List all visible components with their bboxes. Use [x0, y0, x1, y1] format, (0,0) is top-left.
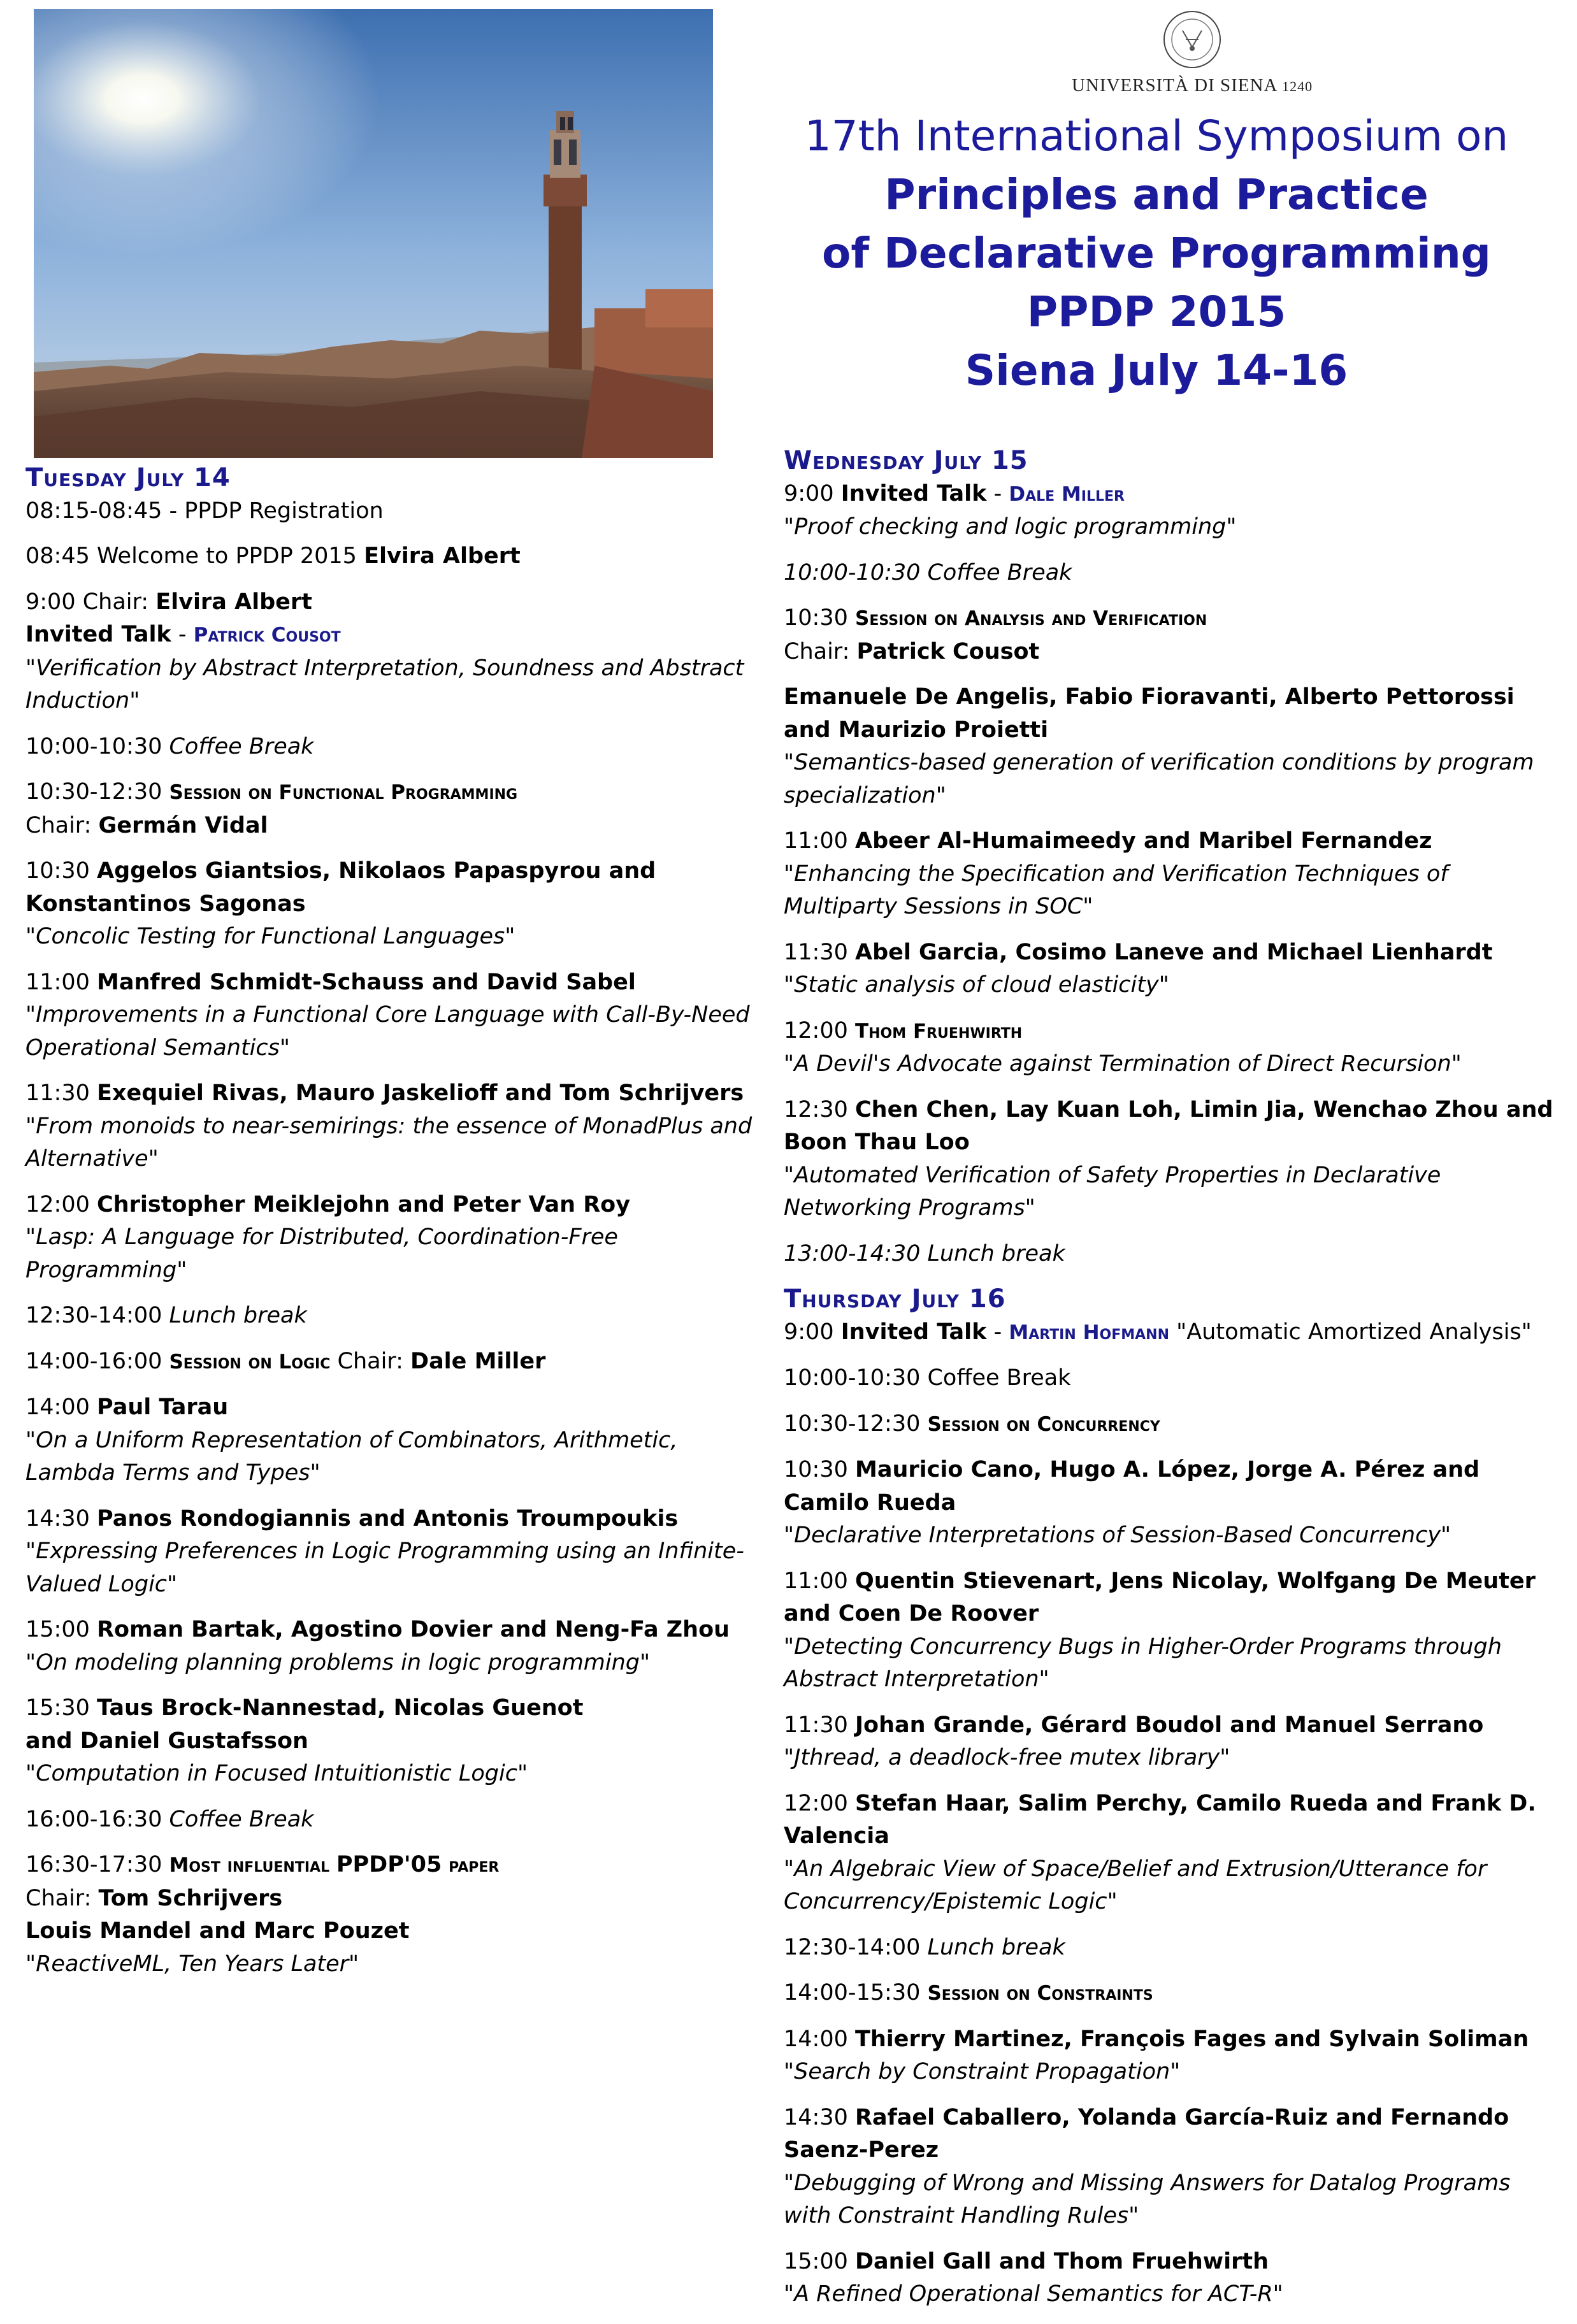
tue-session-logic: 14:00-16:00 Session on Logic Chair: Dale Miller [25, 1348, 546, 1374]
wed-coffee: 10:00-10:30 Coffee Break [784, 559, 1072, 585]
tue-talk-1100: 11:00 Manfred Schmidt-Schauss and David Sabel "Improvements in a Functional Core Language with Call-By-Need Operational Semantics" [25, 969, 750, 1061]
tue-talk-1200: 12:00 Christopher Meiklejohn and Peter Van Roy "Lasp: A Language for Distributed, Coordination-Free Programming" [25, 1191, 631, 1283]
wed-lunch: 13:00-14:30 Lunch break [784, 1240, 1065, 1266]
university-seal-icon [1157, 9, 1227, 70]
title-line-4: PPDP 2015 [1026, 287, 1286, 336]
tue-talk-1530: 15:30 Taus Brock-Nannestad, Nicolas Guenot and Daniel Gustafsson "Computation in Focused Intuitionistic Logic" [25, 1695, 584, 1786]
wed-talk-1100: 11:00 Abeer Al-Humaimeedy and Maribel Fernandez "Enhancing the Specification and Verification Techniques of Multiparty Sessions in SOC" [784, 828, 1448, 919]
thu-talk-1130: 11:30 Johan Grande, Gérard Boudol and Manuel Serrano "Jthread, a deadlock-free mutex library" [784, 1712, 1484, 1770]
symposium-title [758, 107, 1555, 400]
title-line-2: Principles and Practice [884, 170, 1429, 219]
tue-talk-1500: 15:00 Roman Bartak, Agostino Dovier and Neng-Fa Zhou "On modeling planning problems in logic programming" [25, 1617, 730, 1675]
tuesday-heading: Tuesday July 14 [25, 463, 231, 492]
thu-talk-1200: 12:00 Stefan Haar, Salim Perchy, Camilo Rueda and Frank D. Valencia "An Algebraic View of Space/Belief and Extrusion/Utterance for Concurrency/Epistemic Logic" [784, 1790, 1536, 1914]
tue-invited-talk: 9:00 Chair: Elvira Albert Invited Talk - Patrick Cousot "Verification by Abstract Interpretation, Soundness and Abstract Induction" [25, 589, 744, 714]
wed-invited-talk: 9:00 Invited Talk - Dale Miller "Proof checking and logic programming" [784, 480, 1237, 540]
tue-talk-1030: 10:30 Aggelos Giantsios, Nikolaos Papaspyrou and Konstantinos Sagonas "Concolic Testing for Functional Languages" [25, 858, 656, 949]
wed-talk-1130: 11:30 Abel Garcia, Cosimo Laneve and Michael Lienhardt "Static analysis of cloud elasticity" [784, 939, 1493, 998]
tue-talk-1400: 14:00 Paul Tarau "On a Uniform Representation of Combinators, Arithmetic, Lambda Terms and Types" [25, 1395, 678, 1486]
registration: 08:15-08:45 - PPDP Registration [25, 498, 384, 524]
thu-coffee: 10:00-10:30 Coffee Break [784, 1365, 1071, 1391]
university-logo [1042, 9, 1342, 98]
thu-talk-1500: 15:00 Daniel Gall and Thom Fruehwirth "A Refined Operational Semantics for ACT-R" [784, 2248, 1283, 2307]
tue-session-fp: 10:30-12:30 Session on Functional Programming Chair: Germán Vidal [25, 779, 518, 838]
thu-lunch: 12:30-14:00 Lunch break [784, 1934, 1065, 1960]
thu-session-constraints: 14:00-15:30 Session on Constraints [784, 1980, 1153, 2005]
wed-talk-1200: 12:00 Thom Fruehwirth "A Devil's Advocate against Termination of Direct Recursion" [784, 1017, 1462, 1077]
thu-talk-1400: 14:00 Thierry Martinez, François Fages and Sylvain Soliman "Search by Constraint Propagation" [784, 2026, 1529, 2084]
title-line-5: Siena July 14-16 [965, 346, 1348, 395]
tue-coffee-2: 16:00-16:30 Coffee Break [25, 1806, 314, 1832]
tue-coffee-1: 10:00-10:30 Coffee Break [25, 733, 314, 759]
siena-tower-photo [34, 9, 713, 458]
university-name: UNIVERSITÀ DI SIENA 1240 [1071, 75, 1313, 96]
wed-session-av: 10:30 Session on Analysis and Verification Chair: Patrick Cousot [784, 605, 1207, 664]
thursday-heading: Thursday July 16 [784, 1284, 1006, 1314]
wed-talk-1230: 12:30 Chen Chen, Lay Kuan Loh, Limin Jia, Wenchao Zhou and Boon Thau Loo "Automated Verification of Safety Properties in Declarative Networking Programs" [784, 1096, 1553, 1221]
tuesday-column [25, 462, 758, 1993]
tue-talk-1130: 11:30 Exequiel Rivas, Mauro Jaskelioff and Tom Schrijvers "From monoids to near-semirings: the essence of MonadPlus and Alternative" [25, 1080, 752, 1172]
thu-talk-1430: 14:30 Rafael Caballero, Yolanda García-Ruiz and Fernando Saenz-Perez "Debugging of Wrong and Missing Answers for Datalog Programs with Constraint Handling Rules" [784, 2104, 1511, 2228]
thu-session-concurrency: 10:30-12:30 Session on Concurrency [784, 1410, 1160, 1437]
thu-talk-1100: 11:00 Quentin Stievenart, Jens Nicolay, Wolfgang De Meuter and Coen De Roover "Detecting Concurrency Bugs in Higher-Order Programs through Abstract Interpretation" [784, 1568, 1536, 1692]
tue-most-influential: 16:30-17:30 Most influential PPDP'05 paper Chair: Tom Schrijvers Louis Mandel and Marc Pouzet "ReactiveML, Ten Years Later" [25, 1852, 500, 1977]
title-line-3: of Declarative Programming [822, 229, 1491, 278]
title-line-1: 17th International Symposium on [804, 111, 1509, 161]
welcome: 08:45 Welcome to PPDP 2015 Elvira Albert [25, 543, 521, 569]
wednesday-heading: Wednesday July 15 [784, 446, 1028, 475]
wednesday-thursday-column [784, 445, 1564, 2324]
tue-lunch: 12:30-14:00 Lunch break [25, 1303, 307, 1328]
wed-talk-1: Emanuele De Angelis, Fabio Fioravanti, Alberto Pettorossi and Maurizio Proietti "Semantics-based generation of verification conditions by program specialization" [784, 684, 1534, 808]
thu-talk-1030: 10:30 Mauricio Cano, Hugo A. López, Jorge A. Pérez and Camilo Rueda "Declarative Interpretations of Session-Based Concurrency" [784, 1457, 1480, 1548]
tue-talk-1430: 14:30 Panos Rondogiannis and Antonis Troumpoukis "Expressing Preferences in Logic Programming using an Infinite-Valued Logic" [25, 1505, 744, 1597]
thu-invited-talk: 9:00 Invited Talk - Martin Hofmann "Automatic Amortized Analysis" [784, 1319, 1532, 1345]
